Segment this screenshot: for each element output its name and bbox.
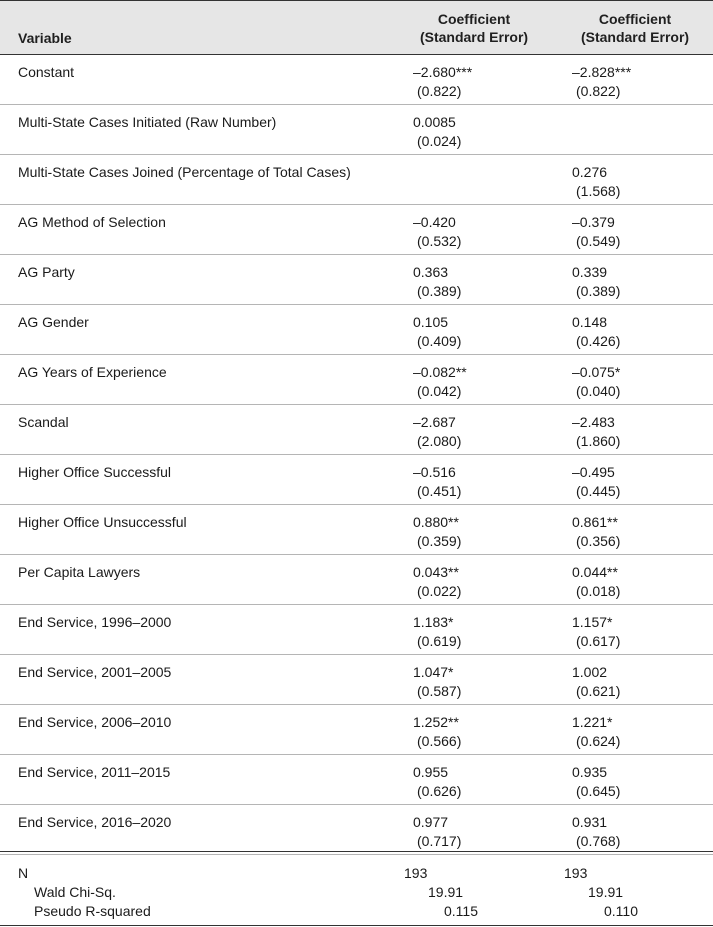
std-error-model-2: (0.768) <box>576 833 621 849</box>
header-model-1-line-1: Coefficient <box>437 11 511 27</box>
std-error-model-1: (0.389) <box>417 283 462 299</box>
std-error-model-2: (1.860) <box>576 433 621 449</box>
coefficient-model-2: –2.483 <box>572 414 615 430</box>
std-error-model-1: (2.080) <box>417 433 462 449</box>
std-error-model-2: (0.426) <box>576 333 621 349</box>
std-error-model-1: (0.626) <box>417 783 462 799</box>
header-model-1-line-2: (Standard Error) <box>419 29 529 45</box>
coefficient-model-2: 1.002 <box>572 664 608 680</box>
table-row <box>0 705 713 755</box>
row-label: End Service, 1996–2000 <box>18 614 172 630</box>
coefficient-model-1: 0.0085 <box>413 114 456 130</box>
std-error-model-1: (0.587) <box>417 683 462 699</box>
coefficient-model-1: 0.955 <box>413 764 449 780</box>
coefficient-model-2: 1.221* <box>572 714 613 730</box>
row-label: End Service, 2016–2020 <box>18 814 172 830</box>
coefficient-model-1: –2.680*** <box>413 64 473 80</box>
std-error-model-1: (0.717) <box>417 833 462 849</box>
table-row <box>0 605 713 655</box>
table-row <box>0 455 713 505</box>
table-row <box>0 555 713 605</box>
std-error-model-2: (0.389) <box>576 283 621 299</box>
header-variable: Variable <box>18 30 72 46</box>
n-model-1: 193 <box>404 865 428 881</box>
table-header <box>0 0 713 55</box>
wald-model-2: 19.91 <box>588 884 624 900</box>
std-error-model-1: (0.409) <box>417 333 462 349</box>
table-row <box>0 205 713 255</box>
coefficient-model-2: 0.148 <box>572 314 608 330</box>
coefficient-model-2: –0.075* <box>572 364 621 380</box>
std-error-model-2: (0.356) <box>576 533 621 549</box>
header-model-2 <box>570 10 700 46</box>
table-row <box>0 655 713 705</box>
std-error-model-1: (0.024) <box>417 133 462 149</box>
coefficient-model-1: 1.047* <box>413 664 454 680</box>
std-error-model-1: (0.042) <box>417 383 462 399</box>
coefficient-model-1: 0.880** <box>413 514 459 530</box>
coefficient-model-2: –0.495 <box>572 464 615 480</box>
pseudo-r2-model-1: 0.115 <box>444 903 478 919</box>
coefficient-model-2: 0.276 <box>572 164 608 180</box>
std-error-model-1: (0.451) <box>417 483 462 499</box>
coefficient-model-1: 1.183* <box>413 614 454 630</box>
std-error-model-2: (1.568) <box>576 183 621 199</box>
row-label: Scandal <box>18 414 69 430</box>
wald-label: Wald Chi-Sq. <box>34 884 116 900</box>
row-label: AG Party <box>18 264 75 280</box>
row-label: Per Capita Lawyers <box>18 564 141 580</box>
row-label: End Service, 2011–2015 <box>18 764 171 780</box>
row-label: AG Method of Selection <box>18 214 166 230</box>
std-error-model-1: (0.822) <box>417 83 462 99</box>
coefficient-model-2: 0.339 <box>572 264 608 280</box>
header-model-1 <box>410 10 538 46</box>
table-row <box>0 105 713 155</box>
pseudo-r2-label: Pseudo R-squared <box>34 903 151 919</box>
std-error-model-2: (0.822) <box>576 83 621 99</box>
coefficient-model-2: –0.379 <box>572 214 615 230</box>
row-label: End Service, 2001–2005 <box>18 664 172 680</box>
table-row <box>0 255 713 305</box>
n-model-2: 193 <box>564 865 588 881</box>
row-label: Multi-State Cases Initiated (Raw Number) <box>18 114 277 130</box>
std-error-model-2: (0.445) <box>576 483 621 499</box>
coefficient-model-2: 0.935 <box>572 764 608 780</box>
row-label: End Service, 2006–2010 <box>18 714 172 730</box>
row-label: Constant <box>18 64 75 80</box>
coefficient-model-1: –0.082** <box>413 364 467 380</box>
header-model-2-line-1: Coefficient <box>598 11 672 27</box>
std-error-model-1: (0.619) <box>417 633 462 649</box>
row-label: Higher Office Successful <box>18 464 172 480</box>
std-error-model-2: (0.645) <box>576 783 621 799</box>
table-row <box>0 755 713 805</box>
table-row <box>0 55 713 105</box>
coefficient-model-1: –0.516 <box>413 464 456 480</box>
coefficient-model-1: 0.043** <box>413 564 459 580</box>
std-error-model-1: (0.532) <box>417 233 462 249</box>
model-statistics <box>0 851 713 926</box>
wald-model-1: 19.91 <box>428 884 464 900</box>
coefficient-model-2: 0.044** <box>572 564 618 580</box>
n-label: N <box>18 865 29 881</box>
coefficient-model-1: 0.977 <box>413 814 449 830</box>
row-label: Multi-State Cases Joined (Percentage of Total Cases) <box>18 164 351 180</box>
coefficient-model-1: 1.252** <box>413 714 459 730</box>
coefficient-model-1: 0.105 <box>413 314 449 330</box>
std-error-model-2: (0.624) <box>576 733 621 749</box>
table-row <box>0 155 713 205</box>
table-row <box>0 805 713 855</box>
table-row <box>0 405 713 455</box>
std-error-model-1: (0.359) <box>417 533 462 549</box>
header-model-2-line-2: (Standard Error) <box>580 29 690 45</box>
std-error-model-1: (0.022) <box>417 583 462 599</box>
pseudo-r2-model-2: 0.110 <box>604 903 638 919</box>
table-row <box>0 355 713 405</box>
std-error-model-1: (0.566) <box>417 733 462 749</box>
coefficient-model-1: –0.420 <box>413 214 456 230</box>
std-error-model-2: (0.549) <box>576 233 621 249</box>
std-error-model-2: (0.617) <box>576 633 621 649</box>
row-label: Higher Office Unsuccessful <box>18 514 187 530</box>
coefficient-model-2: 1.157* <box>572 614 613 630</box>
coefficient-model-2: 0.931 <box>572 814 608 830</box>
table-row <box>0 505 713 555</box>
coefficient-model-1: 0.363 <box>413 264 449 280</box>
row-label: AG Gender <box>18 314 89 330</box>
std-error-model-2: (0.040) <box>576 383 621 399</box>
coefficient-model-2: –2.828*** <box>572 64 632 80</box>
std-error-model-2: (0.621) <box>576 683 621 699</box>
std-error-model-2: (0.018) <box>576 583 621 599</box>
row-label: AG Years of Experience <box>18 364 167 380</box>
table-row <box>0 305 713 355</box>
coefficient-model-2: 0.861** <box>572 514 618 530</box>
coefficient-model-1: –2.687 <box>413 414 456 430</box>
